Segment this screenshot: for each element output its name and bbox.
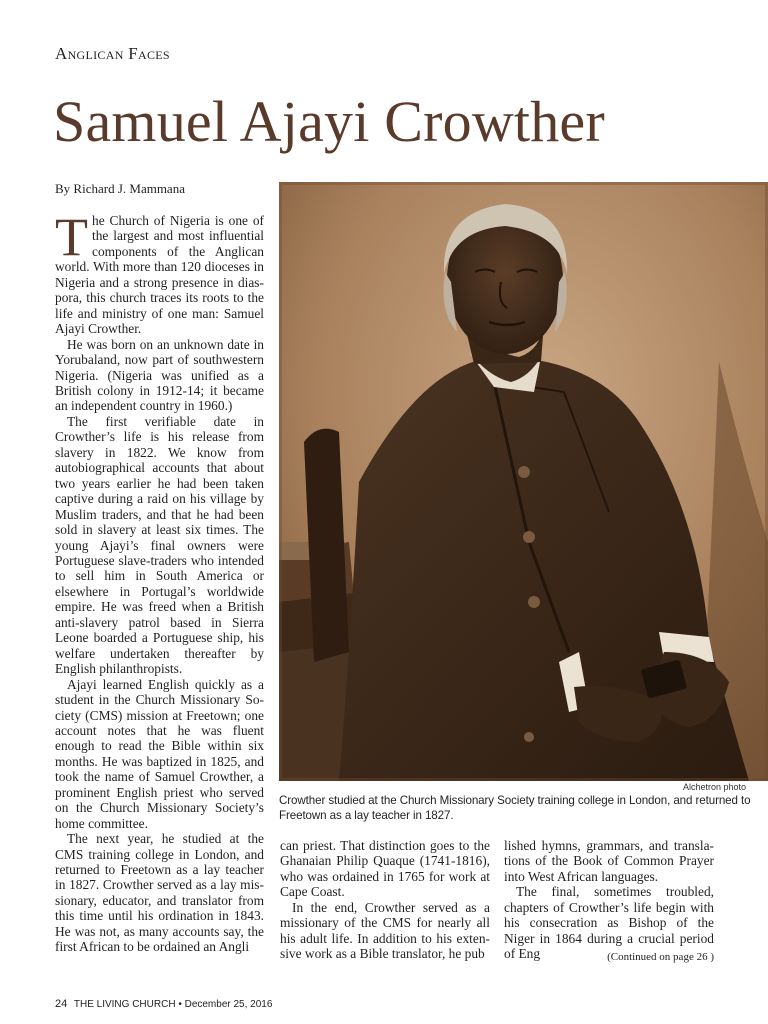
publication-line: THE LIVING CHURCH • December 25, 2016 (73, 999, 273, 1010)
paragraph-2: He was born on an unknown date in Yorubaland, now part of southwestern Nigeria. (Nigeria was unified as a British colony in 1912-14; it became an independent country in 1960.) (55, 336, 264, 414)
photo-credit: Alchetron photo (682, 782, 746, 792)
paragraph-6-continued: lished hymns, grammars, and translations of the Book of Common Prayer into West African languages. (504, 838, 714, 884)
portrait-photo (279, 182, 768, 781)
page-number: 24 (55, 998, 68, 1010)
paragraph-3: The first verifiable date in Crowther’s life is his release from slavery in 1822. We know from autobiographical accounts that about two years earlier he had been taken captive during a raid on his village by Muslim traders, and that he had been sold in slavery at least six times. The young Ajayi’s final owners were Portuguese slave-traders who intended to sell him in South America or elsewhere in Portugal’s worldwide empire. He was freed when a British anti-slavery patrol based in Sierra Leone boarded a Portuguese ship, his welfare undertaken thereafter by English philanthropists. (55, 413, 264, 677)
text-column-1 (55, 207, 264, 955)
continued-note: (Continued on page 26 ) (607, 951, 714, 963)
photo-caption: Crowther studied at the Church Missionary Society training college in London, and returned to Freetown as a lay teacher in 1827. (279, 794, 751, 822)
paragraph-1-text: he Church of Nigeria is one of the largest and most influential components of the Anglican world. With more than 120 dioceses in Nigeria and a strong presence in diaspora, this church traces its roots to the life and ministry of one man: Samuel Ajayi Crowther. (55, 213, 264, 337)
paragraph-5: The next year, he studied at the CMS training college in London, and returned to Freetown as a lay teacher in 1827. Crowther served as a lay missionary, educator, and translator from this time until his ordination in 1843. He was not, as many accounts say, the first African to be ordained an Angli (55, 831, 264, 955)
paragraph-4: Ajayi learned English quickly as a student in the Church Missionary Society (CMS) mission at Freetown; one account notes that he was fluent enough to read the Bible within six months. He was baptized in 1825, and took the name of Samuel Crowther, a prominent English priest who served on the Church Missionary Society’s home committee. (55, 676, 264, 831)
paragraph-7: The final, sometimes troubled, chapters of Crowther’s life begin with his consecration as Bishop of the Niger in 1864 during a crucial period of Eng (504, 884, 714, 962)
drop-cap: T (55, 207, 88, 267)
paragraph-5-continued: can priest. That distinction goes to the Ghanaian Philip Quaque (1741-1816), who was ordained in 1765 for work at Cape Coast. (280, 838, 490, 900)
article-title: Samuel Ajayi Crowther (53, 89, 605, 154)
paragraph-6: In the end, Crowther served as a missionary of the CMS for nearly all his adult life. In addition to his extensive work as a Bible translator, he pub (280, 899, 490, 962)
section-label: Anglican Faces (55, 44, 170, 63)
text-column-2 (280, 838, 490, 962)
byline: By Richard J. Mammana (55, 181, 185, 196)
paragraph-1 (55, 207, 264, 337)
text-column-3 (504, 838, 714, 962)
page-footer (55, 998, 272, 1010)
